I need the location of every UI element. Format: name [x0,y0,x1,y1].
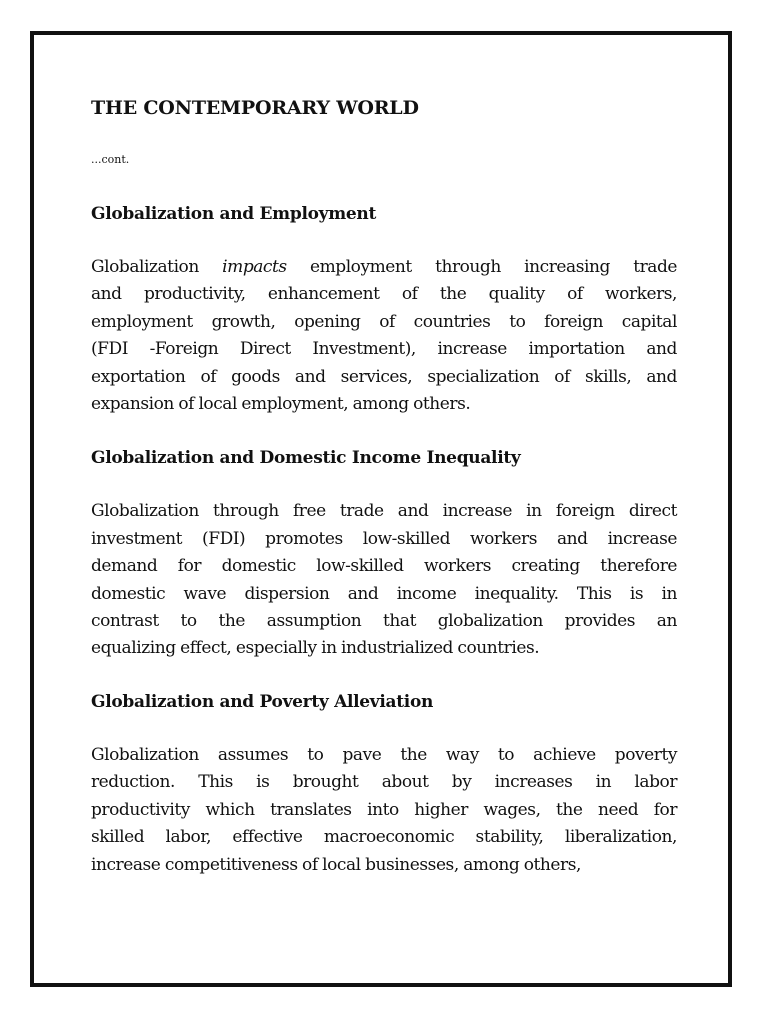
section-heading-employment: Globalization and Employment [91,204,377,224]
document-body [91,96,677,879]
paragraph-line: Globalization assumes to pave the way to achieve poverty [91,744,677,765]
paragraph-line: exportation of goods and services, specialization of skills, and [91,366,677,387]
section-heading-poverty-alleviation: Globalization and Poverty Alleviation [91,691,434,712]
paragraph-line: demand for domestic low-skilled workers creating therefore [91,556,677,577]
paragraph-line: expansion of local employment, among others. [91,394,471,415]
paragraph-line: (FDI -Foreign Direct Investment), increase importation and [91,339,677,360]
paragraph-line: Globalization through free trade and increase in foreign direct [91,501,677,522]
emphasis-text: impacts [222,257,287,277]
continuation-note: ...cont. [91,153,130,166]
paragraph-line: productivity which translates into higher wages, the need for [91,799,677,820]
paragraph-line: reduction. This is brought about by increases in labor [91,772,677,793]
paragraph-line: and productivity, enhancement of the quality of workers, [91,284,677,305]
paragraph-line: skilled labor, effective macroeconomic stability, liberalization, [91,827,677,848]
paragraph-line: increase competitiveness of local businesses, among others, [91,854,581,875]
document-title: THE CONTEMPORARY WORLD [91,97,419,119]
section-paragraph-poverty-alleviation [91,742,677,879]
paragraph-line: investment (FDI) promotes low-skilled workers and increase [91,528,677,549]
section-paragraph-employment [91,254,677,418]
paragraph-line: contrast to the assumption that globalization provides an [91,611,677,632]
paragraph-line: employment growth, opening of countries to foreign capital [91,311,677,332]
section-heading-income-inequality: Globalization and Domestic Income Inequality [91,448,521,469]
paragraph-line: equalizing effect, especially in industrialized countries. [91,638,540,659]
section-paragraph-income-inequality [91,498,677,662]
paragraph-line: Globalization impacts employment through increasing trade [91,257,677,277]
paragraph-line: domestic wave dispersion and income inequality. This is in [91,583,677,604]
